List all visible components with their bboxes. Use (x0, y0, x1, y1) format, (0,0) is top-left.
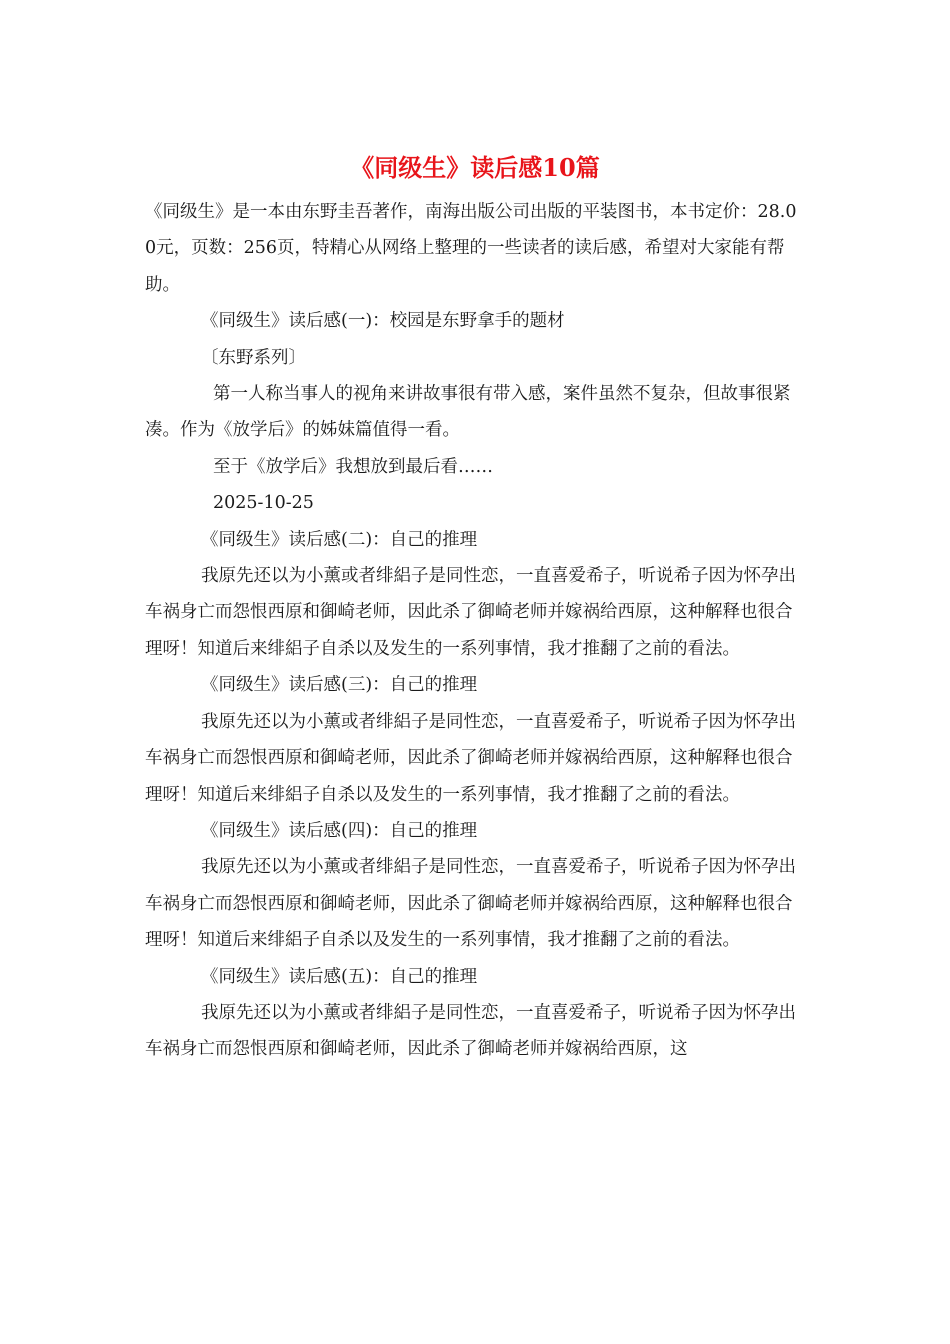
section-1-tag: 〔东野系列〕 (201, 347, 306, 368)
section-1-body: 第一人称当事人的视角来讲故事很有带入感，案件虽然不复杂，但故事很紧凑。作为《放学后》的姊妹篇值得一看。 (145, 384, 791, 441)
section-5-heading: 《同级生》读后感(五)：自己的推理 (201, 966, 478, 987)
section-3-heading: 《同级生》读后感(三)：自己的推理 (201, 675, 478, 696)
section-4-heading: 《同级生》读后感(四)：自己的推理 (201, 820, 478, 841)
document-body (145, 194, 807, 1068)
section-1-note: 至于《放学后》我想放到最后看…… (213, 456, 493, 477)
section-1-heading: 《同级生》读后感(一)：校园是东野拿手的题材 (201, 311, 565, 332)
section-3-body: 我原先还以为小薰或者绯絽子是同性恋，一直喜爱希子，听说希子因为怀孕出车祸身亡而怨恨西原和御崎老师，因此杀了御崎老师并嫁祸给西原，这种解释也很合理呀！知道后来绯絽子自杀以及发生的一系列事情，我才推翻了之前的看法。 (145, 711, 796, 805)
section-1-date: 2025-10-25 (213, 493, 314, 514)
section-2-body: 我原先还以为小薰或者绯絽子是同性恋，一直喜爱希子，听说希子因为怀孕出车祸身亡而怨恨西原和御崎老师，因此杀了御崎老师并嫁祸给西原，这种解释也很合理呀！知道后来绯絽子自杀以及发生的一系列事情，我才推翻了之前的看法。 (145, 566, 796, 659)
intro-paragraph: 《同级生》是一本由东野圭吾著作，南海出版公司出版的平装图书，本书定价：28.00元，页数：256页，特精心从网络上整理的一些读者的读后感，希望对大家能有帮助。 (145, 202, 797, 295)
section-5-body: 我原先还以为小薰或者绯絽子是同性恋，一直喜爱希子，听说希子因为怀孕出车祸身亡而怨恨西原和御崎老师，因此杀了御崎老师并嫁祸给西原，这 (145, 1002, 796, 1060)
section-2-heading: 《同级生》读后感(二)：自己的推理 (201, 529, 478, 550)
document-title: 《同级生》读后感10篇 (350, 153, 600, 182)
section-4-body: 我原先还以为小薰或者绯絽子是同性恋，一直喜爱希子，听说希子因为怀孕出车祸身亡而怨恨西原和御崎老师，因此杀了御崎老师并嫁祸给西原，这种解释也很合理呀！知道后来绯絽子自杀以及发生的一系列事情，我才推翻了之前的看法。 (145, 857, 796, 951)
